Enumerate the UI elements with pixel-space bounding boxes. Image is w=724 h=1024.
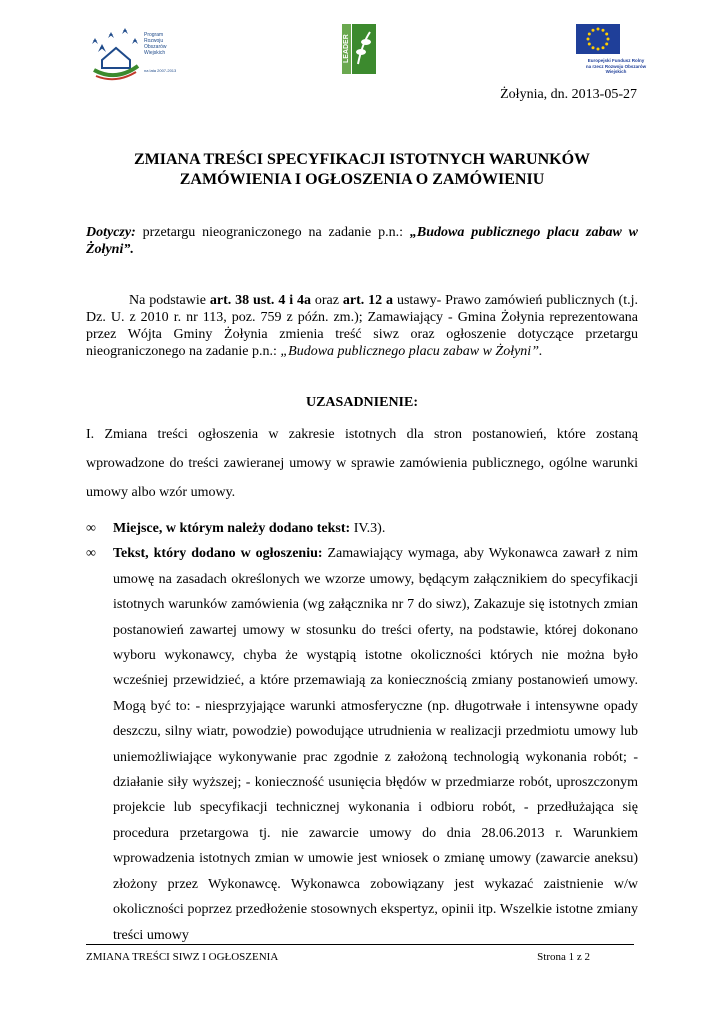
footer-title: ZMIANA TREŚCI SIWZ I OGŁOSZENIA: [86, 951, 279, 963]
subject-label: Dotyczy:: [86, 225, 136, 240]
justification-paragraph: I. Zmiana treści ogłoszenia w zakresie istotnych dla stron postanowień, które zostaną wprowadzone do treści zawieranej umowy w sprawie zamówienia publicznego, ogólne warunki umowy albo wzór umowy.: [86, 427, 638, 500]
bullet-label: Miejsce, w którym należy dodano tekst:: [113, 521, 351, 536]
basis-article-2: art. 12 a: [342, 293, 394, 308]
subject-name: „Budowa publicznego placu zabaw w Żołyni”.: [86, 225, 639, 257]
leader-logo-text: LEADER: [342, 24, 351, 74]
justification-heading: UZASADNIENIE:: [305, 395, 419, 410]
prow-emblem-icon: [88, 22, 144, 84]
document-title: [86, 150, 638, 190]
eu-flag-icon: [576, 24, 620, 54]
bullet-text: IV.3).: [350, 521, 386, 536]
leader-logo: [342, 24, 376, 74]
bullet-mark: ∞: [86, 521, 96, 536]
legal-basis-paragraph: [86, 292, 638, 360]
bullet-mark: ∞: [86, 546, 96, 562]
bullet-label: Tekst, który dodano w ogłoszeniu:: [113, 546, 323, 562]
eu-logo: [572, 24, 656, 80]
prow-logo-text: Program Rozwoju Obszarów Wiejskich: [144, 32, 167, 56]
list-item: [86, 516, 638, 541]
basis-text-2: oraz: [311, 293, 343, 308]
prow-logo: [88, 22, 180, 84]
basis-text-3: ustawy- Prawo zamówień publicznych (t.j. Dz. U. z 2010 r. nr 113, poz. 759 z późn. zm.); Zamawiający - Gmina Żołynia reprezentowana przez Wójta Gminy Żołynia zmienia treść siwz oraz ogłoszenie dotyczące przetargu nieograniczonego na zadanie p.n.:: [86, 293, 638, 359]
basis-text-1: Na podstawie: [129, 293, 210, 308]
prow-logo-subtitle: na lata 2007-2013: [144, 68, 177, 73]
document-date: Żołynia, dn. 2013-05-27: [500, 87, 637, 102]
title-line-1: ZMIANA TREŚCI SPECYFIKACJI ISTOTNYCH WARUNKÓW: [133, 151, 591, 168]
leader-emblem-icon: [352, 24, 376, 74]
subject-paragraph: [86, 224, 638, 258]
footer-divider: [86, 944, 634, 945]
header-logos: [0, 18, 724, 84]
bullet-text: Zamawiający wymaga, aby Wykonawca zawarł z nim umowę na zasadach określonych we wzorze umowy, będącym załącznikiem do specyfikacji istotnych warunków zamówienia (wg załącznika nr 7 do siwz), Zakazuje się istotnych zmian postanowień zawartej umowy w stosunku do treści oferty, na podstawie, której dokonano wyboru wykonawcy, chyba że wystąpią istotne okoliczności których nie można było wcześniej przewidzieć, a które przemawiają za koniecznością zmiany postanowień umowy. Mogą być to: - niesprzyjające warunki atmosferyczne (np. długotrwałe i intensywne opady deszczu, silny wiatr, powodzie) powodujące utrudnienia w realizacji przedmiotu umowy lub uniemożliwiające wykonywanie prac zgodnie z założoną technologią wykonania robót; - działanie siły wyższej; - konieczność usunięcia błędów w przedmiarze robót, uproszczonym projekcie lub specyfikacji technicznej wykonania i odbioru robót, - przedłużająca się procedura przetargowa tj. nie zawarcie umowy do dnia 28.06.2013 r. Warunkiem wprowadzenia istotnych zmian w umowie jest wniosek o zmianę umowy (zawarcie aneksu) złożony przez Wykonawcę. Wykonawca zobowiązany jest wykazać zaistnienie w/w okoliczności poprzez przedłożenie stosownych ekspertyz, opinii itp. Wszelkie istotne zmiany treści umowy: [113, 546, 638, 943]
eu-logo-caption: Europejski Fundusz Rolny na rzecz Rozwoju Obszarów Wiejskich: [585, 58, 647, 74]
title-line-2: ZAMÓWIENIA I OGŁOSZENIA O ZAMÓWIENIU: [179, 171, 545, 188]
basis-project-name: „Budowa publicznego placu zabaw w Żołyni”.: [280, 344, 543, 359]
list-item: [86, 541, 638, 948]
bullet-list: [86, 516, 638, 948]
basis-article-1: art. 38 ust. 4 i 4a: [209, 293, 311, 308]
page-number: Strona 1 z 2: [537, 951, 590, 963]
subject-text: przetargu nieograniczonego na zadanie p.n.:: [135, 225, 410, 240]
